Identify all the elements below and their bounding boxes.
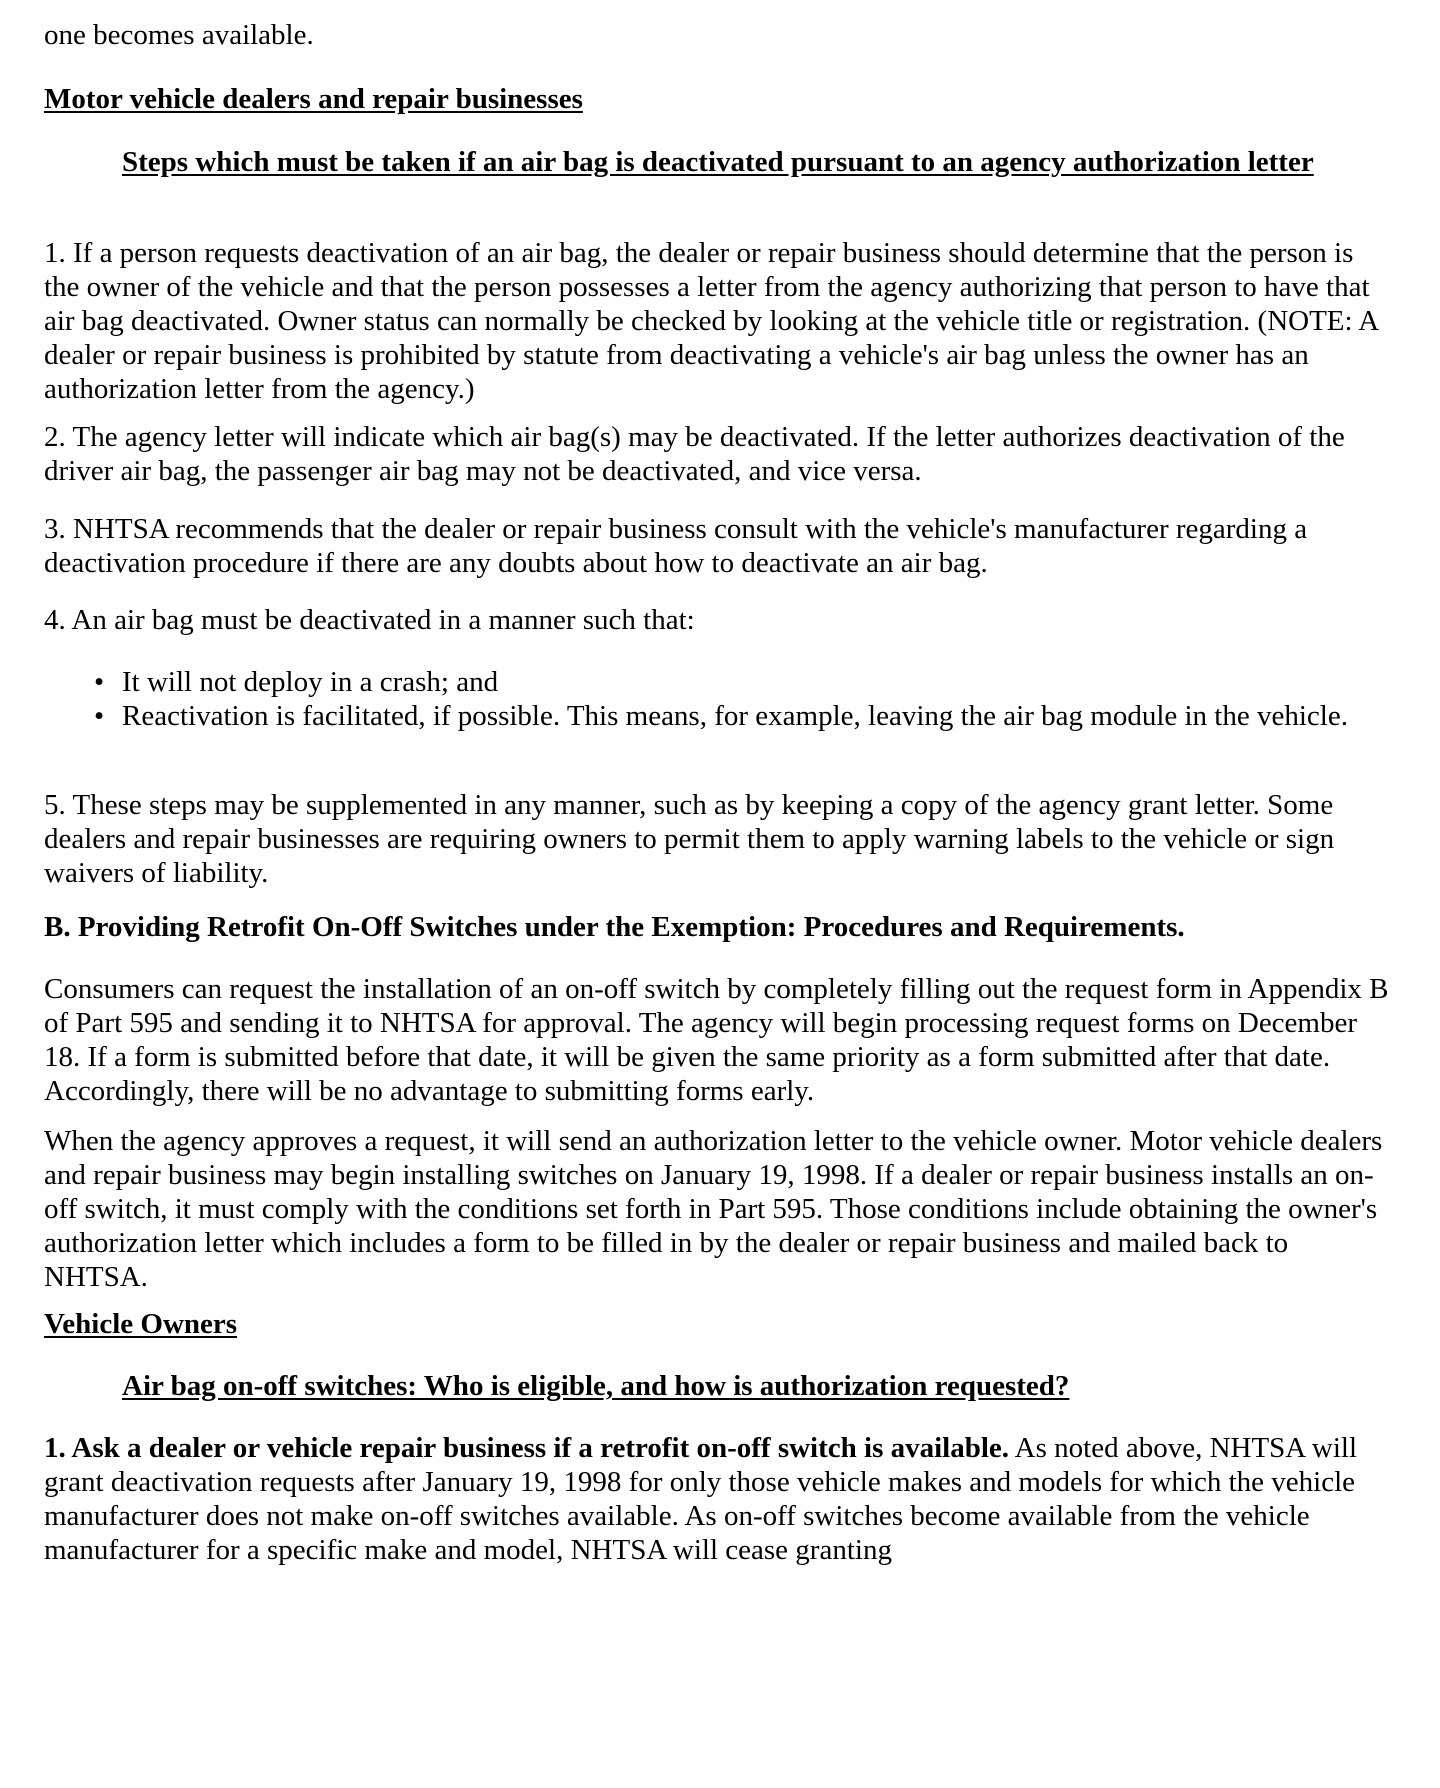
step-4: 4. An air bag must be deactivated in a manner such that:: [44, 604, 695, 636]
dealers-heading: Motor vehicle dealers and repair businesses: [44, 83, 583, 115]
section-b-paragraph-2: When the agency approves a request, it will send an authorization letter to the vehicle owner. Motor vehicle dealers and repair business may begin installing switches on January 19, 1998. If a dealer or repair business installs an on-off switch, it must comply with the conditions set forth in Part 595. Those conditions include obtaining the owner's authorization letter which includes a form to be filled in by the dealer or repair business and mailed back to NHTSA.: [44, 1125, 1383, 1293]
dealers-subheading: Steps which must be taken if an air bag is deactivated pursuant to an agency authorization letter: [122, 146, 1314, 178]
section-b-paragraph-1: Consumers can request the installation of an on-off switch by completely filling out the request form in Appendix B of Part 595 and sending it to NHTSA for approval. The agency will begin processing request forms on December 18. If a form is submitted before that date, it will be given the same priority as a form submitted after that date. Accordingly, there will be no advantage to submitting forms early.: [44, 973, 1389, 1107]
owners-heading: Vehicle Owners: [44, 1308, 238, 1340]
step-2: 2. The agency letter will indicate which air bag(s) may be deactivated. If the letter authorizes deactivation of the driver air bag, the passenger air bag may not be deactivated, and vice versa.: [44, 421, 1345, 487]
deactivation-bullets: [94, 665, 1362, 733]
step-3: 3. NHTSA recommends that the dealer or repair business consult with the vehicle's manufacturer regarding a deactivation procedure if there are any doubts about how to deactivate an air bag.: [44, 513, 1308, 579]
section-b-heading: B. Providing Retrofit On-Off Switches under the Exemption: Procedures and Requirements.: [44, 911, 1185, 943]
step-1: 1. If a person requests deactivation of an air bag, the dealer or repair business should determine that the person is the owner of the vehicle and that the person possesses a letter from the agency authorizing that person to have that air bag deactivated. Owner status can normally be checked by looking at the vehicle title or registration. (NOTE: A dealer or repair business is prohibited by statute from deactivating a vehicle's air bag unless the owner has an authorization letter from the agency.): [44, 237, 1378, 405]
step-5: 5. These steps may be supplemented in any manner, such as by keeping a copy of the agency grant letter. Some dealers and repair businesses are requiring owners to permit them to apply warning labels to the vehicle or sign waivers of liability.: [44, 789, 1335, 889]
bullet-item: [94, 665, 1362, 699]
owners-subheading: Air bag on-off switches: Who is eligible, and how is authorization requested?: [122, 1370, 1070, 1402]
bullet-icon: •: [94, 700, 105, 732]
owners-item-1: [44, 1431, 1394, 1567]
owners-item-1-lead: 1. Ask a dealer or vehicle repair business if a retrofit on-off switch is available.: [44, 1432, 1010, 1464]
owners-item-1-text: As noted above, NHTSA will grant deactivation requests after January 19, 1998 for only those vehicle makes and models for which the vehicle manufacturer does not make on-off switches available. As on-off switches become available from the vehicle manufacturer for a specific make and model, NHTSA will cease granting: [44, 1432, 1358, 1566]
bullet-text: Reactivation is facilitated, if possible. This means, for example, leaving the air bag module in the vehicle.: [122, 700, 1348, 732]
bullet-icon: •: [94, 666, 105, 698]
intro-fragment: one becomes available.: [44, 19, 314, 51]
bullet-text: It will not deploy in a crash; and: [122, 666, 499, 698]
bullet-item: [94, 699, 1362, 733]
